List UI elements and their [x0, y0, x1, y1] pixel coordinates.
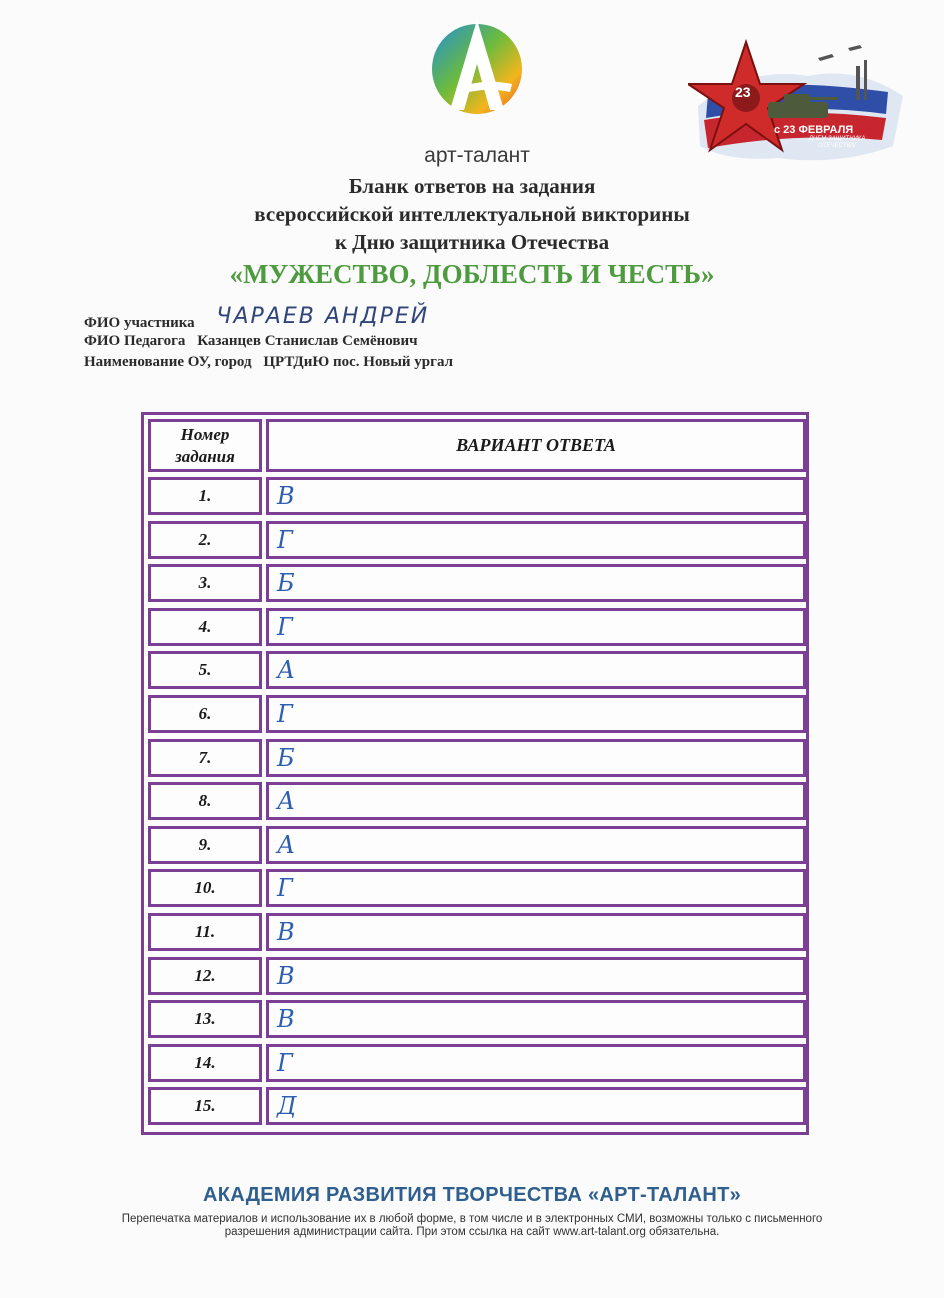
teacher-row — [84, 331, 453, 352]
handwritten-answer: В — [277, 1005, 295, 1034]
title-line-3: к Дню защитника Отечества — [334, 230, 610, 254]
table-header — [144, 415, 806, 474]
banner-day: 23 — [735, 84, 751, 100]
participant-label: ФИО участника — [84, 315, 195, 331]
question-number: 5. — [148, 651, 262, 689]
footer-note: Перепечатка материалов и использование их в любой форме, в том числе и в электронных СМИ, возможны только с письменного разрешения администрации сайта. При этом ссылка на сайт www.art-talant.org обязательна. — [121, 1213, 823, 1238]
handwritten-answer: А — [277, 830, 296, 859]
table-row — [144, 561, 806, 605]
motto: «МУЖЕСТВО, ДОБЛЕСТЬ И ЧЕСТЬ» — [229, 259, 715, 289]
handwritten-answer: В — [277, 482, 295, 510]
handwritten-answer: Г — [277, 874, 293, 903]
logo-a-icon — [428, 14, 526, 119]
table-row — [144, 954, 806, 998]
question-number: 8. — [148, 782, 262, 820]
column-header-number-line2: задания — [175, 447, 235, 466]
footer-org: АКАДЕМИЯ РАЗВИТИЯ ТВОРЧЕСТВА «АРТ-ТАЛАНТ» — [202, 1184, 742, 1206]
handwritten-answer: А — [277, 656, 296, 685]
handwritten-answer: Г — [277, 1048, 293, 1077]
table-row — [144, 692, 806, 736]
answer-cell — [266, 1044, 806, 1082]
answer-cell — [266, 608, 806, 646]
defender-day-banner — [688, 36, 910, 172]
table-row — [144, 474, 806, 518]
answer-cell — [266, 782, 806, 820]
teacher-value: Казанцев Станислав Семёнович — [197, 333, 418, 349]
answer-cell — [266, 695, 806, 733]
handwritten-answer: Б — [277, 569, 295, 598]
answer-cell — [266, 1000, 806, 1038]
school-row — [84, 352, 453, 373]
answer-cell — [266, 1087, 806, 1125]
table-row — [144, 779, 806, 823]
answer-cell — [266, 913, 806, 951]
answer-cell — [266, 564, 806, 602]
answer-cell — [266, 826, 806, 864]
question-number: 2. — [148, 521, 262, 559]
art-talant-logo — [412, 14, 542, 167]
question-number: 3. — [148, 564, 262, 602]
table-row — [144, 736, 806, 780]
question-number: 1. — [148, 477, 262, 515]
answer-cell — [266, 739, 806, 777]
question-number: 11. — [148, 913, 262, 951]
answer-cell — [266, 957, 806, 995]
handwritten-answer: Б — [277, 743, 295, 772]
table-row — [144, 648, 806, 692]
footer — [0, 1184, 944, 1239]
banner-subtext: ДНЕМ ЗАЩИТНИКА ОТЕЧЕСТВА! — [808, 136, 866, 149]
handwritten-answer: Д — [277, 1092, 297, 1121]
handwritten-answer: А — [277, 787, 296, 816]
table-row — [144, 1041, 806, 1085]
question-number: 9. — [148, 826, 262, 864]
table-row — [144, 1084, 806, 1128]
teacher-label: ФИО Педагога — [84, 333, 186, 349]
question-number: 6. — [148, 695, 262, 733]
table-row — [144, 823, 806, 867]
question-number: 12. — [148, 957, 262, 995]
column-header-number-line1: Номер — [180, 425, 230, 444]
table-row — [144, 605, 806, 649]
banner-text: с 23 ФЕВРАЛЯ — [774, 124, 854, 136]
question-number: 13. — [148, 1000, 262, 1038]
answer-cell — [266, 477, 806, 515]
star-flag-icon — [688, 36, 910, 172]
table-row — [144, 866, 806, 910]
table-body — [144, 474, 806, 1128]
table-row — [144, 997, 806, 1041]
answer-cell — [266, 869, 806, 907]
handwritten-answer: Г — [277, 699, 293, 728]
handwritten-answer: Г — [277, 525, 293, 554]
participant-info — [84, 304, 454, 373]
question-number: 4. — [148, 608, 262, 646]
table-row — [144, 910, 806, 954]
handwritten-answer: В — [277, 917, 295, 946]
title-line-1: Бланк ответов на задания — [348, 174, 596, 198]
question-number: 15. — [148, 1087, 262, 1125]
brand-name: арт-талант — [424, 144, 530, 167]
school-label: Наименование ОУ, город — [84, 354, 252, 370]
participant-row — [84, 304, 453, 331]
answer-cell — [266, 521, 806, 559]
title-line-2: всероссийской интеллектуальной викторины — [254, 202, 690, 226]
column-header-answer: ВАРИАНТ ОТВЕТА — [266, 419, 806, 472]
handwritten-answer: Г — [277, 612, 293, 641]
form-header — [0, 172, 944, 291]
answers-table — [141, 412, 809, 1135]
question-number: 14. — [148, 1044, 262, 1082]
column-header-number — [148, 419, 262, 472]
participant-value: ЧАРАЕВ АНДРЕЙ — [216, 304, 430, 329]
question-number: 7. — [148, 739, 262, 777]
question-number: 10. — [148, 869, 262, 907]
table-row — [144, 518, 806, 562]
answer-cell — [266, 651, 806, 689]
school-value: ЦРТДиЮ пос. Новый ургал — [263, 354, 454, 370]
handwritten-answer: В — [277, 961, 295, 990]
